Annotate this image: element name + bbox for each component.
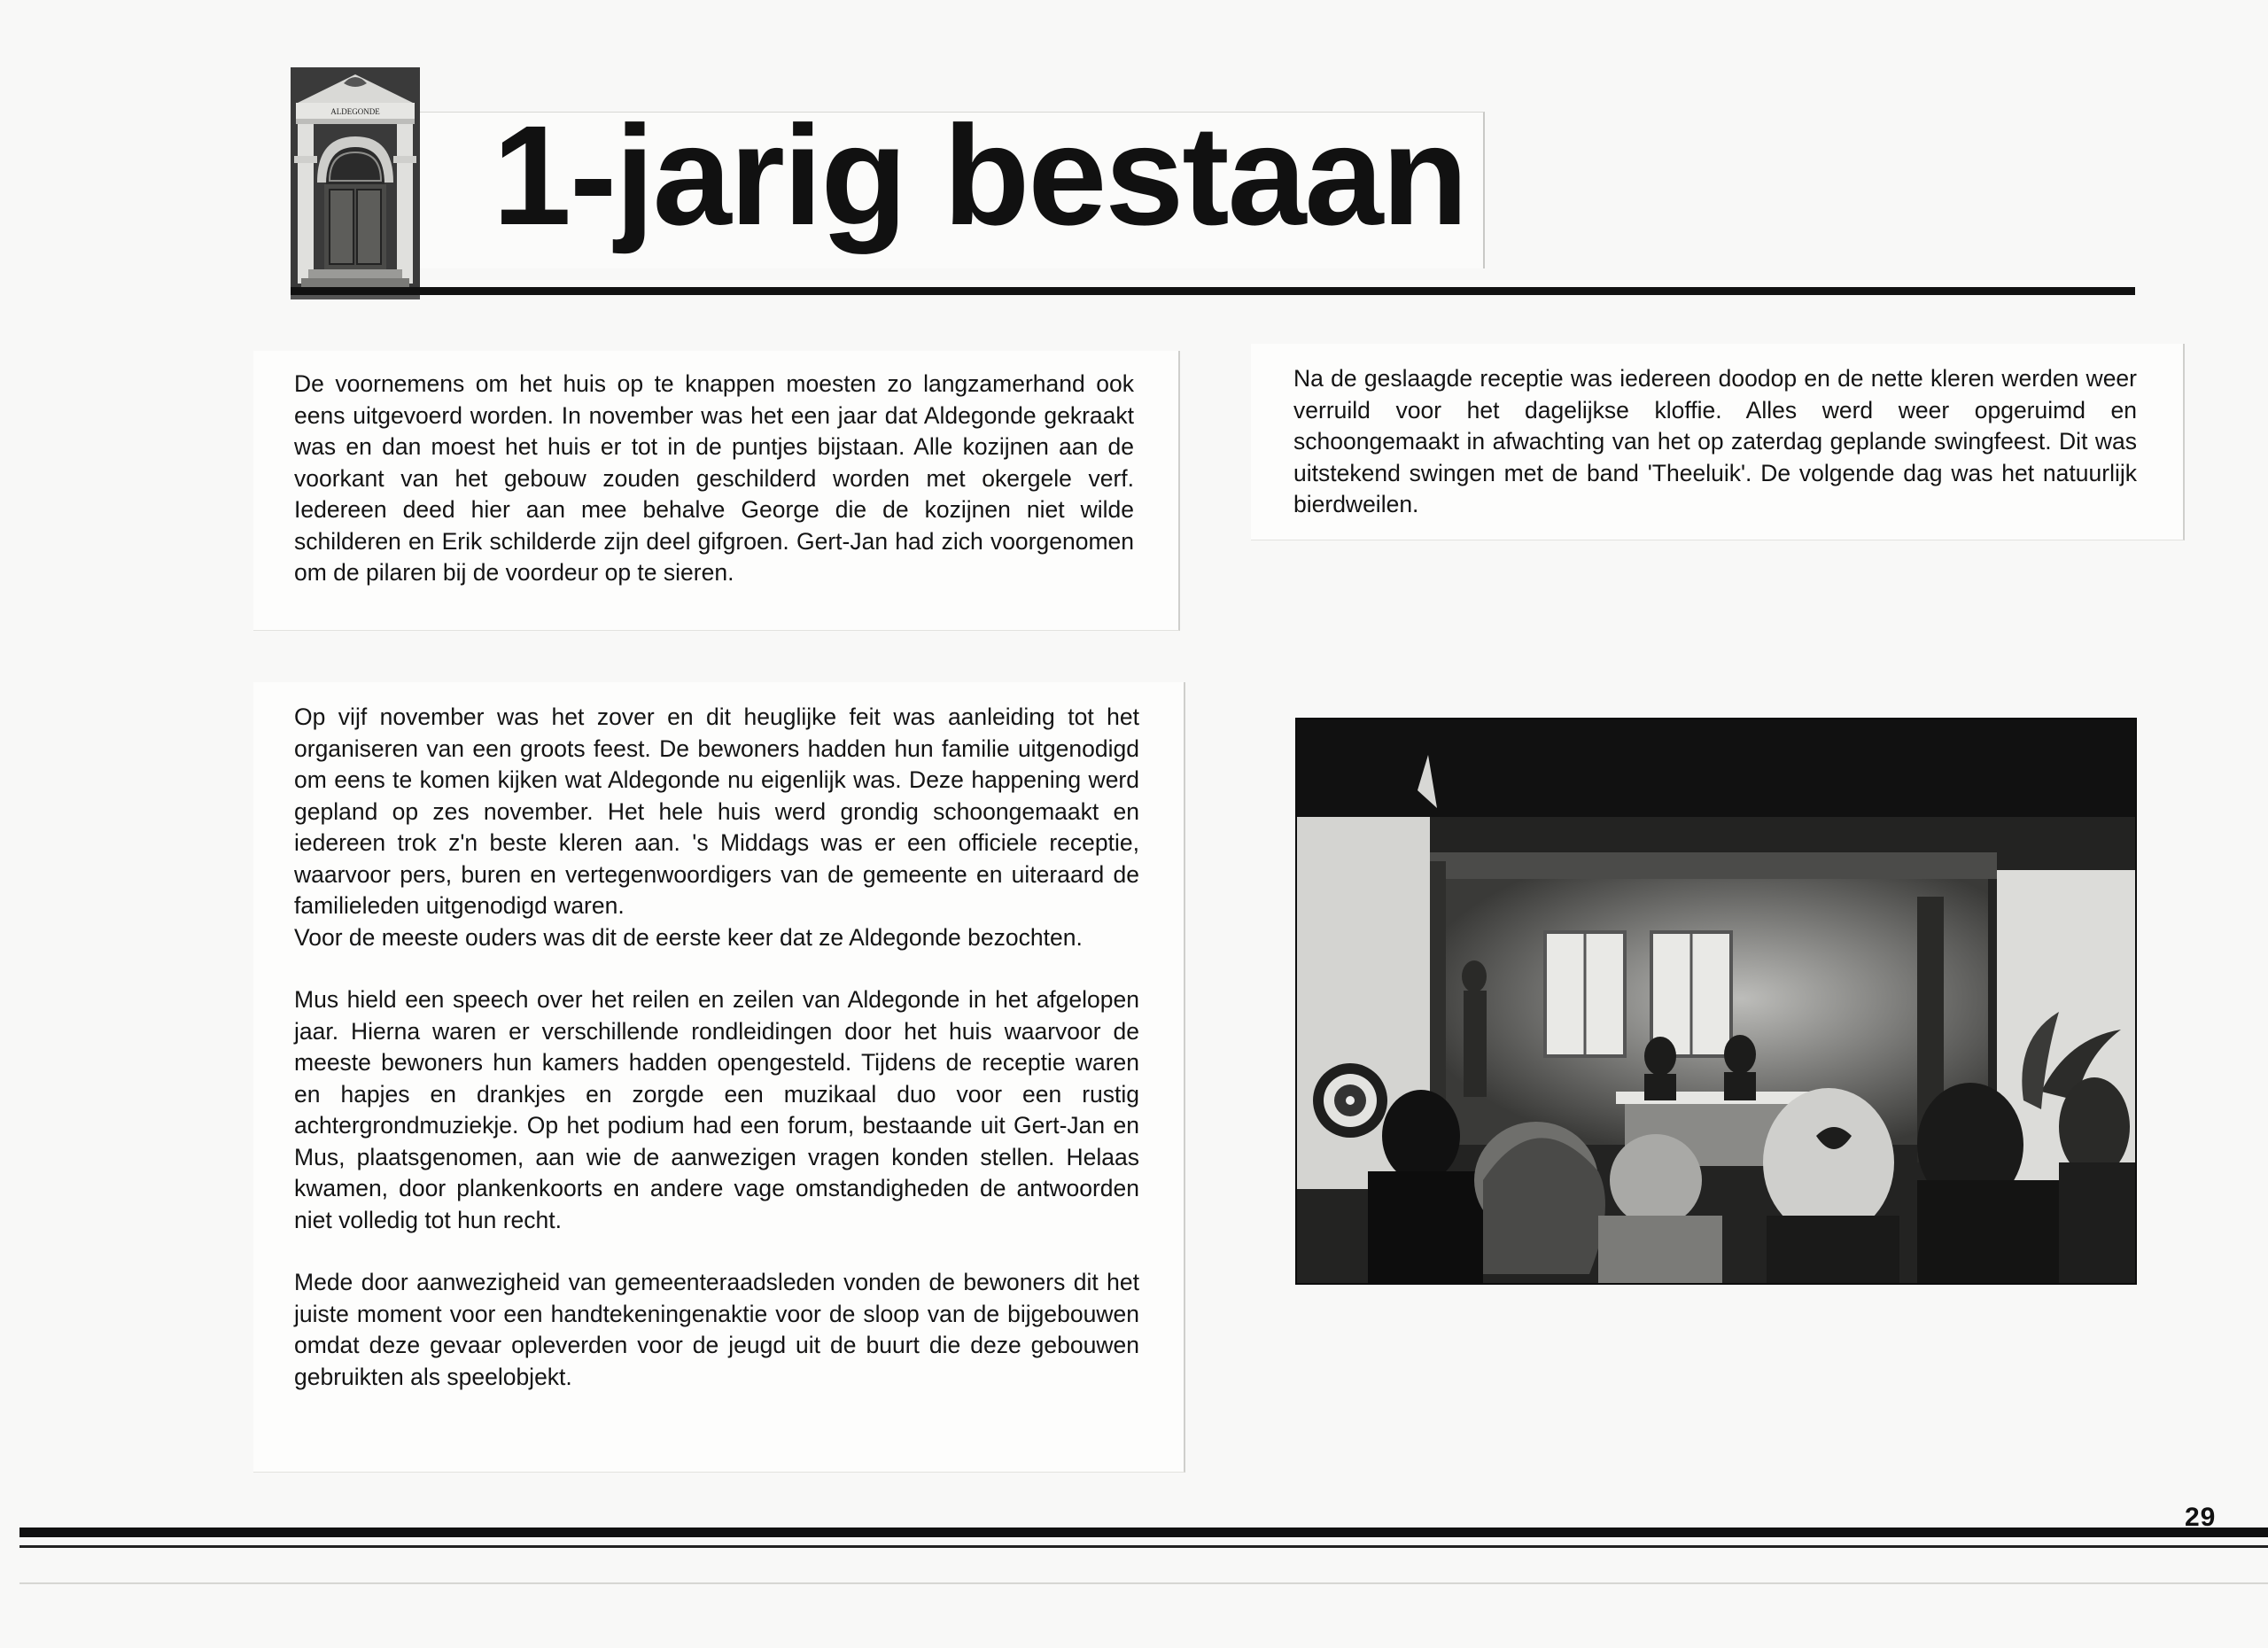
footer-rule: [19, 1528, 2268, 1537]
header-rule: [291, 287, 2135, 295]
footer-rule-faint: [19, 1582, 2268, 1584]
reception-clipping: [253, 682, 1185, 1473]
reception-photo: [1295, 718, 2137, 1285]
intro-clipping: [253, 351, 1180, 631]
aldegonde-doorway-photo: [291, 67, 420, 299]
reception-paragraph-1: Op vijf november was het zover en dit heuglijke feit was aanleiding tot het organiseren van een groots feest. De bewoners hadden hun familie uitgenodigd om eens te komen kijken wat Aldegonde nu eigenlijk was. Deze happening werd gepland op zes november. Het hele huis werd grondig schoongemaakt en iedereen trok z'n beste kleren aan. 's Middags was er een officiele receptie, waarvoor pers, buren en vertegenwoordigers van de gemeente en uiteraard de familieleden uitgenodigd waren.: [294, 704, 1139, 919]
aftermath-paragraph: Na de geslaagde receptie was iedereen doodop en de nette kleren werden weer verruild voor het dagelijkse kloffie. Alles werd weer opgeruimd en schoongemaakt in afwachting van het op zaterdag geplande swingfeest. Dit was uitstekend swingen met de band 'Theeluik'. De volgende dag was het natuurlijk bierdweilen.: [1293, 365, 2137, 517]
aftermath-clipping: [1251, 344, 2185, 540]
footer-rule-thin: [19, 1545, 2268, 1548]
reception-paragraph-4: Mede door aanwezigheid van gemeenteraadsleden vonden de bewoners dit het juiste moment voor een handtekeningenaktie voor de sloop van de bijgebouwen omdat deze gevaar opleverden voor de jeugd uit de buurt die deze gebouwen gebruikten als speelobjekt.: [294, 1269, 1139, 1390]
page-number: 29: [2185, 1503, 2217, 1532]
reception-paragraph-2: Voor de meeste ouders was dit de eerste keer dat ze Aldegonde bezochten.: [294, 923, 1083, 951]
page-title: 1-jarig bestaan: [493, 96, 1467, 254]
intro-paragraph: De voornemens om het huis op te knappen moesten zo langzamerhand ook eens uitgevoerd worden. In november was het een jaar dat Aldegonde gekraakt was en dan moest het huis er tot in de puntjes bijstaan. Alle kozijnen aan de voorkant van het gebouw zouden geschilderd worden met okergele verf. Iedereen deed hier aan mee behalve George die de kozijnen niet wilde schilderen en Erik schilderde zijn deel gifgroen. Gert-Jan had zich voorgenomen om de pilaren bij de voordeur op te sieren.: [294, 370, 1134, 586]
reception-paragraph-3: Mus hield een speech over het reilen en zeilen van Aldegonde in het afgelopen jaar. Hierna waren er verschillende rondleidingen door het huis waarvoor de meeste bewoners hun kamers hadden opengesteld. Tijdens de receptie waren en hapjes en drankjes en zorgde een muzikaal duo voor een rustig achtergrondmuziekje. Op het podium had een forum, bestaande uit Gert-Jan en Mus, plaatsgenomen, aan wie de aanwezigen vragen konden stellen. Helaas kwamen, door plankenkoorts en andere vage omstandigheden de antwoorden niet volledig tot hun recht.: [294, 986, 1139, 1233]
aldegonde-sign-text: ALDEGONDE: [330, 107, 380, 116]
